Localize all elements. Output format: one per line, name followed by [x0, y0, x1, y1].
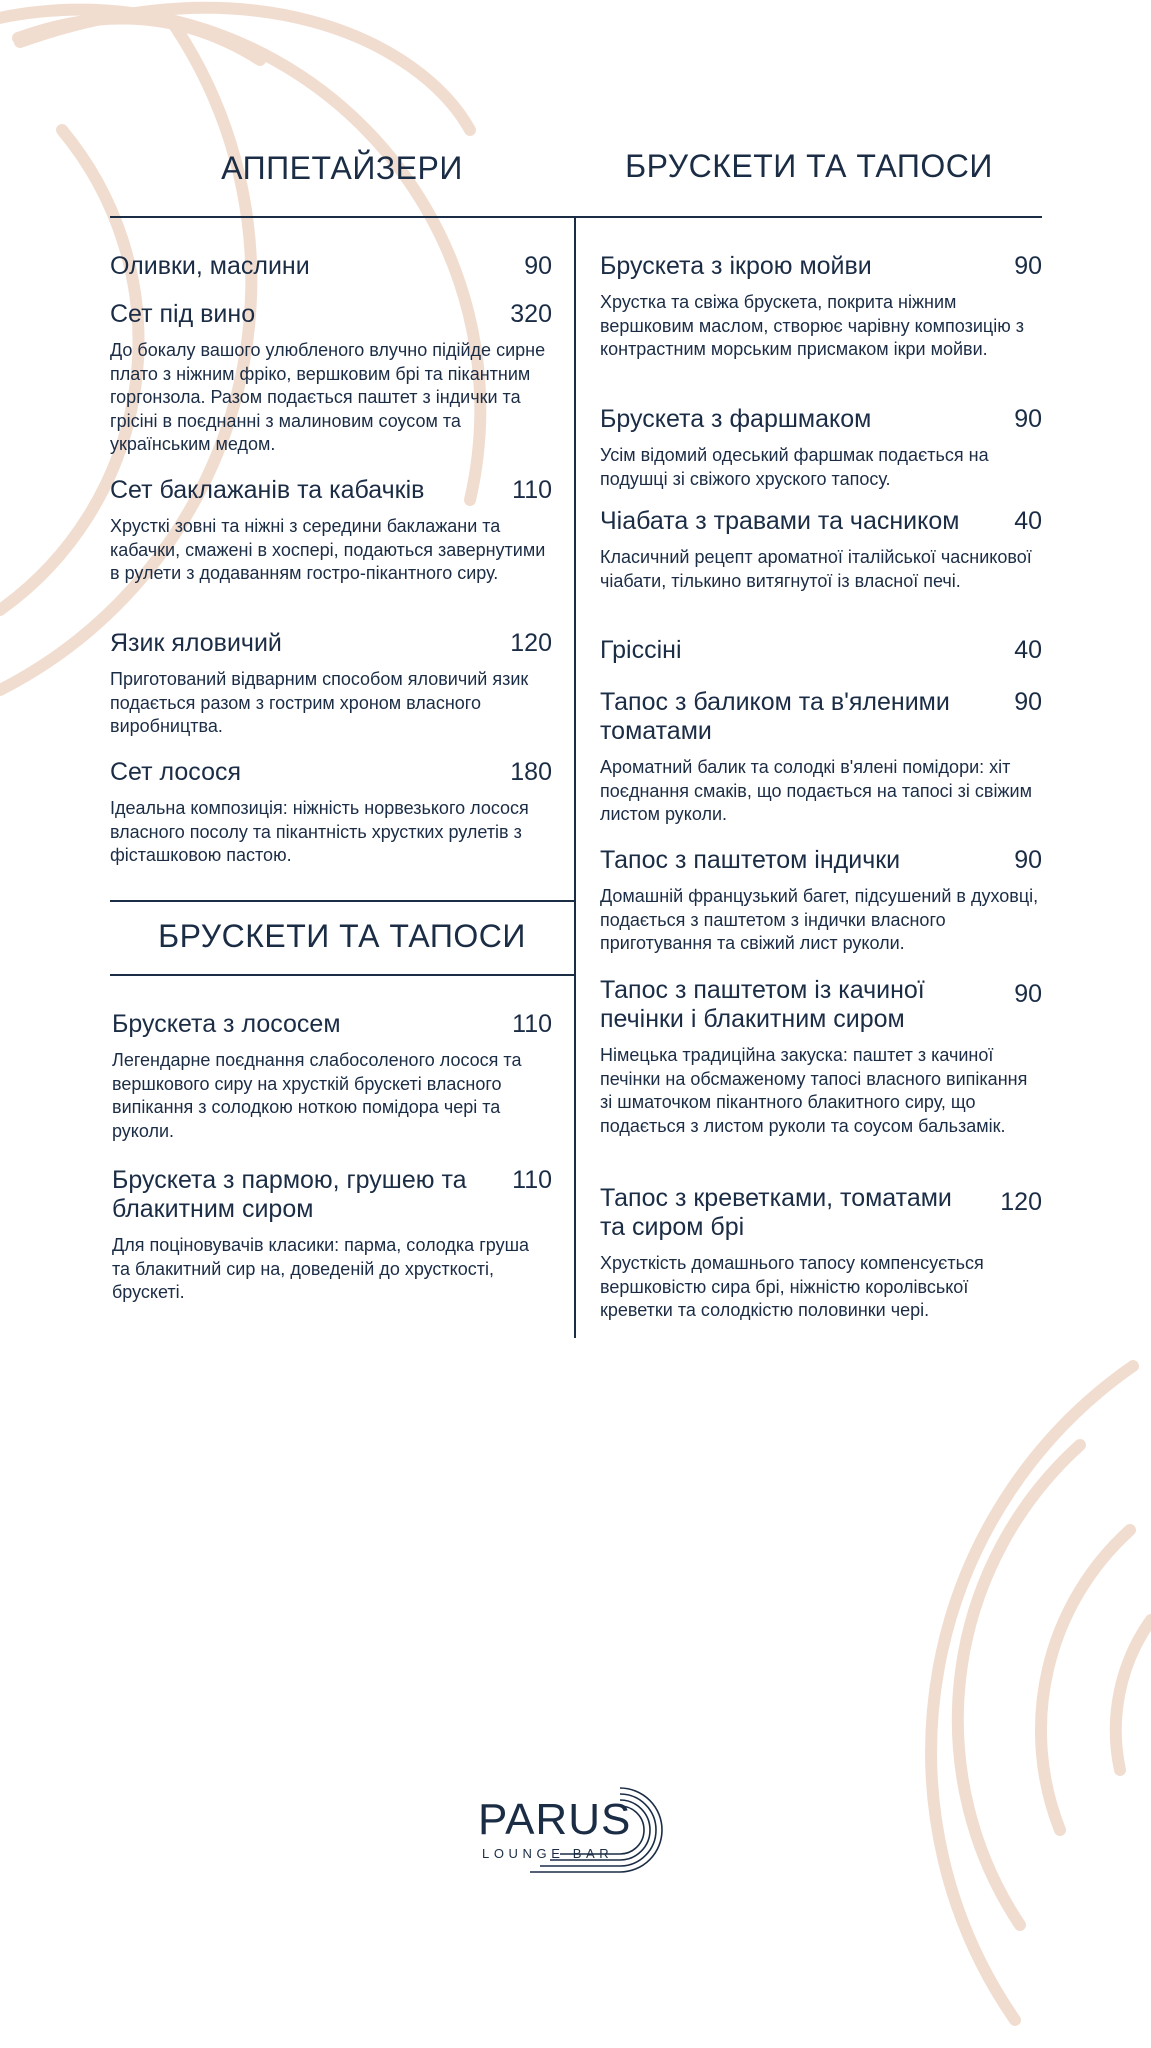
- menu-item: [110, 300, 552, 457]
- menu-item: [110, 758, 552, 868]
- menu-item: [110, 476, 552, 586]
- item-description: Хрусткі зовні та ніжні з середини баклажани та кабачки, смажені в хоспері, подаються завернутими в рулети з додаванням гостро-пікантного сиру.: [110, 516, 546, 583]
- menu-item: [600, 976, 1042, 1138]
- item-price: 110: [512, 1010, 552, 1038]
- item-price: 90: [1014, 846, 1042, 874]
- item-name: Чіабата з травами та часником: [600, 507, 960, 535]
- item-price: 40: [1014, 507, 1042, 535]
- menu-item: [600, 688, 1042, 827]
- item-description: Для поціновувачів класики: парма, солодка груша та блакитний сир на, доведеній до хрусткості, брускеті.: [112, 1235, 530, 1302]
- item-name: Язик яловичий: [110, 629, 282, 657]
- item-name: Тапос з паштетом індички: [600, 846, 901, 874]
- item-price: 120: [1000, 1188, 1042, 1216]
- item-price: 90: [1014, 405, 1042, 433]
- item-price: 120: [510, 629, 552, 657]
- item-description: До бокалу вашого улюбленого влучно підійде сирне плато з ніжним фріко, вершковим брі та пікантним горгонзола. Разом подається паштет з індички та грісіні в поєднанні з малиновим соусом та українським медом.: [110, 340, 546, 454]
- item-name: Брускета з фаршмаком: [600, 405, 872, 433]
- item-price: 110: [512, 476, 552, 504]
- menu-item: [110, 252, 552, 281]
- item-price: 320: [510, 300, 552, 328]
- item-description: Хрустка та свіжа брускета, покрита ніжним вершковим маслом, створює чарівну композицію з контрастним морським присмаком ікри мойви.: [600, 292, 1024, 359]
- menu-item: [600, 507, 1042, 593]
- menu-item: [600, 405, 1042, 491]
- menu-item: [112, 1166, 552, 1305]
- item-description: Хрусткість домашнього тапосу компенсується вершковістю сира брі, ніжністю королівської креветки та солодкістю половинки чері.: [600, 1253, 984, 1320]
- item-description: Класичний рецепт ароматної італійської часникової чіабати, тількино витягнутої із власної печі.: [600, 547, 1032, 591]
- menu-item: [600, 1184, 1042, 1323]
- menu-item: [600, 636, 1042, 665]
- section-divider: [110, 900, 574, 902]
- item-description: Ароматний балик та солодкі в'ялені помідори: хіт поєднання смаків, що подається на тапосі зі свіжим листом руколи.: [600, 757, 1032, 824]
- menu-item: [112, 1010, 552, 1143]
- logo-wordmark: PARUS: [478, 1795, 632, 1844]
- section-title-bruschetta-left: БРУСКЕТИ ТА ТАПОСИ: [158, 918, 526, 954]
- title-underline: [576, 216, 1042, 218]
- item-name: Гріссіні: [600, 636, 682, 664]
- menu-item: [110, 629, 552, 739]
- item-description: Німецька традиційна закуска: паштет з качиної печінки на обсмаженому тапосі власного випікання зі шматочком пікантного блакитного сиру, що подається з листом руколи та соусом бальзамік.: [600, 1045, 1028, 1136]
- item-price: 90: [1014, 980, 1042, 1008]
- parus-logo: [470, 1780, 680, 1880]
- logo-subtitle: LOUNGE BAR: [482, 1846, 614, 1861]
- item-name: Сет баклажанів та кабачків: [110, 476, 425, 504]
- item-name: Брускета з ікрою мойви: [600, 252, 872, 280]
- item-name: Тапос з баликом та в'яленими томатами: [600, 688, 950, 745]
- column-divider: [574, 216, 576, 1338]
- item-price: 90: [1014, 252, 1042, 280]
- item-description: Ідеальна композиція: ніжність норвезького лосося власного посолу та пікантність хрустких рулетів з фісташковою пастою.: [110, 798, 529, 865]
- item-name: Тапос з паштетом із качиної печінки і блакитним сиром: [600, 976, 925, 1033]
- menu-item: [600, 252, 1042, 362]
- item-price: 90: [1014, 688, 1042, 716]
- section-title-appetizers: АППЕТАЙЗЕРИ: [221, 150, 463, 186]
- item-description: Домашній французький багет, підсушений в духовці, подається з паштетом з індички власного приготування та свіжий лист руколи.: [600, 886, 1039, 953]
- section-title-bruschetta-right: БРУСКЕТИ ТА ТАПОСИ: [625, 148, 993, 184]
- item-description: Легендарне поєднання слабосоленого лосося та вершкового сиру на хрусткій брускеті власного випікання з солодкою ноткою помідора чері та руколи.: [112, 1050, 522, 1141]
- item-name: Брускета з пармою, грушею та блакитним сиром: [112, 1166, 467, 1223]
- logo-waves-icon: [470, 1780, 680, 1880]
- title-underline: [110, 216, 574, 218]
- item-price: 110: [512, 1166, 552, 1194]
- item-name: Тапос з креветками, томатами та сиром брі: [600, 1184, 952, 1241]
- item-description: Усім відомий одеський фаршмак подається на подушці зі свіжого хруского тапосу.: [600, 445, 989, 489]
- item-name: Брускета з лососем: [112, 1010, 341, 1038]
- item-description: Приготований відварним способом яловичий язик подається разом з гострим хроном власного виробництва.: [110, 669, 529, 736]
- item-price: 180: [510, 758, 552, 786]
- item-price: 40: [1014, 636, 1042, 664]
- item-price: 90: [524, 252, 552, 280]
- menu-item: [600, 846, 1042, 956]
- item-name: Сет лосося: [110, 758, 242, 786]
- item-name: Сет під вино: [110, 300, 256, 328]
- item-name: Оливки, маслини: [110, 252, 310, 280]
- title-underline: [110, 974, 574, 976]
